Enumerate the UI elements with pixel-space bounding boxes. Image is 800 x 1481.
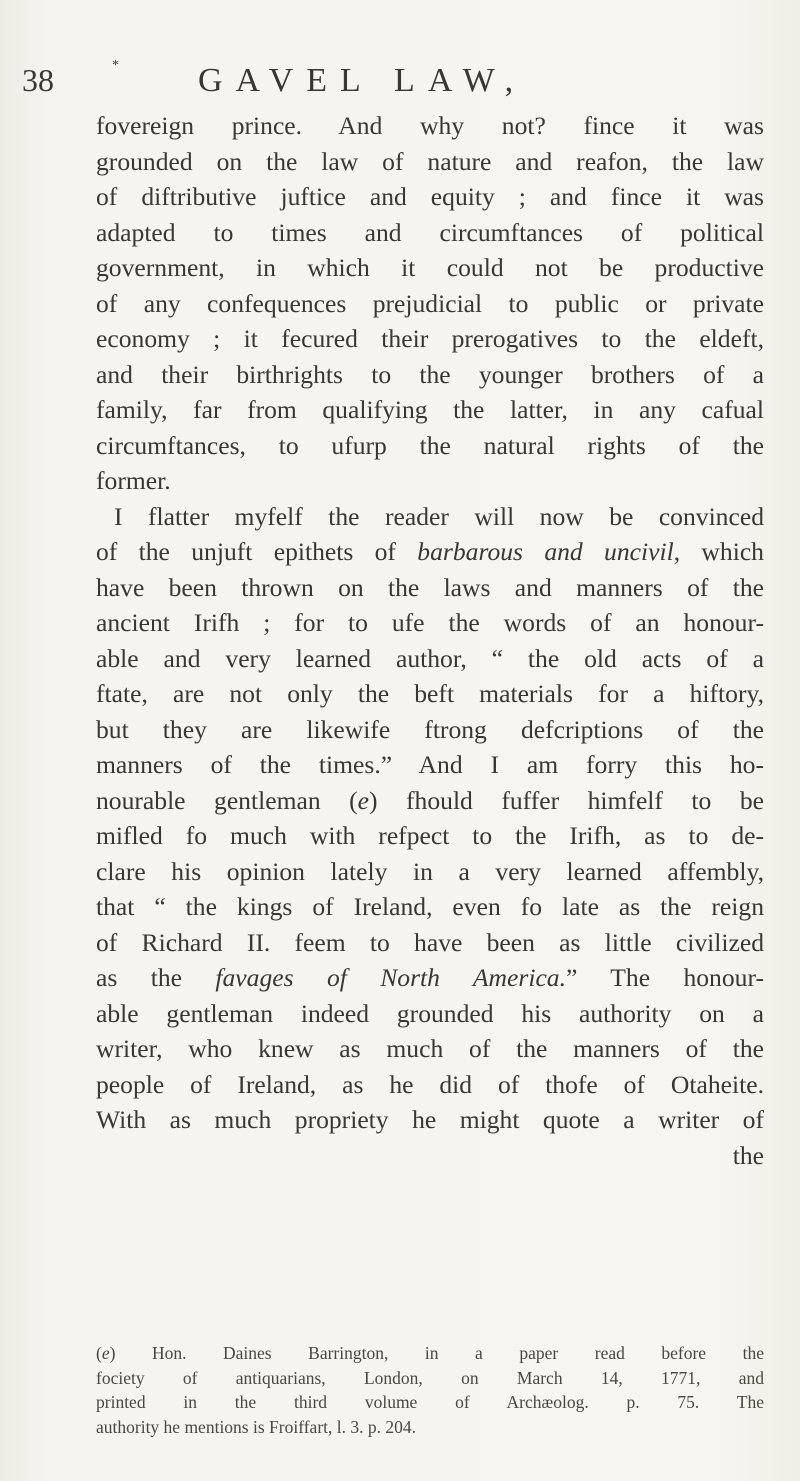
- text-segment: ) fhould fuffer himfelf to be: [369, 785, 764, 815]
- text-line: With as much propriety he might quote a writer of: [96, 1105, 764, 1134]
- text-line: circumftances, to ufurp the natural rights of the: [96, 430, 764, 460]
- text-segment: ” The honour-: [566, 963, 764, 992]
- text-line: and their birthrights to the younger brothers of a: [96, 359, 764, 389]
- page-header: [0, 58, 800, 106]
- running-title: GAVEL LAW,: [198, 62, 527, 99]
- italic-phrase: barbarous and uncivil: [417, 537, 674, 566]
- text-line: ancient Irifh ; for to ufe the words of an honour-: [96, 608, 764, 637]
- catchword: the: [732, 1140, 764, 1170]
- text-line: of Richard II. feem to have been as little civilized: [96, 927, 764, 957]
- text-line: of any confequences prejudicial to public or private: [96, 288, 764, 318]
- footnote-line: fociety of antiquarians, London, on March 14, 1771, and: [96, 1367, 764, 1388]
- text-line: able gentleman indeed grounded his authority on a: [96, 998, 764, 1028]
- text-line: that “ the kings of Ireland, even fo late as the reign: [96, 892, 764, 921]
- footnote: [96, 1341, 764, 1439]
- paragraph-start: I flatter myfelf the reader will now be convinced: [114, 501, 764, 531]
- text-line: writer, who knew as much of the manners of the: [96, 1034, 764, 1063]
- text-line: people of Ireland, as he did of thofe of Otaheite.: [96, 1069, 764, 1099]
- text-line: ftate, are not only the beft materials for a hiftory,: [96, 679, 764, 708]
- text-line: clare his opinion lately in a very learned affembly,: [96, 856, 764, 886]
- text-line: able and very learned author, “ the old acts of a: [96, 643, 764, 673]
- italic-phrase: favages of North America.: [215, 963, 566, 992]
- text-segment: as the: [96, 963, 182, 992]
- footnote-line: [96, 1341, 764, 1366]
- text-line: fovereign prince. And why not? fince it was: [96, 111, 764, 140]
- text-line: government, in which it could not be productive: [96, 253, 764, 282]
- text-segment: , which: [673, 537, 764, 566]
- text-line: former.: [96, 466, 171, 495]
- text-line: economy ; it fecured their prerogatives to the eldeft,: [96, 324, 764, 353]
- body-text: [96, 108, 764, 1173]
- text-line: [96, 534, 764, 570]
- footnote-line: printed in the third volume of Archæolog. p. 75. The: [96, 1392, 764, 1412]
- text-line: family, far from qualifying the latter, in any cafual: [96, 395, 764, 424]
- text-segment: ) Hon. Daines Barrington, in a paper read before the: [109, 1343, 764, 1363]
- footnote-line: authority he mentions is Froiffart, l. 3. p. 204.: [96, 1416, 416, 1437]
- page-number: 38: [22, 62, 54, 98]
- signature-mark: *: [112, 58, 119, 73]
- text-line: [96, 960, 764, 996]
- footnote-ref: e: [357, 785, 370, 815]
- footnote-ref: e: [101, 1343, 110, 1363]
- text-line: of diftributive juftice and equity ; and fince it was: [96, 182, 764, 211]
- text-line: [96, 783, 764, 819]
- text-line: adapted to times and circumftances of political: [96, 217, 764, 247]
- text-line: have been thrown on the laws and manners of the: [96, 572, 764, 602]
- text-line: but they are likewife ftrong defcriptions of the: [96, 714, 764, 744]
- text-line: grounded on the law of nature and reafon, the law: [96, 146, 764, 176]
- text-segment: (: [96, 1343, 102, 1363]
- text-segment: of the unjuft epithets of: [96, 537, 396, 566]
- text-line: manners of the times.” And I am forry this ho-: [96, 750, 764, 779]
- text-segment: nourable gentleman (: [96, 785, 358, 815]
- text-line: mifled fo much with refpect to the Irifh, as to de-: [96, 821, 764, 850]
